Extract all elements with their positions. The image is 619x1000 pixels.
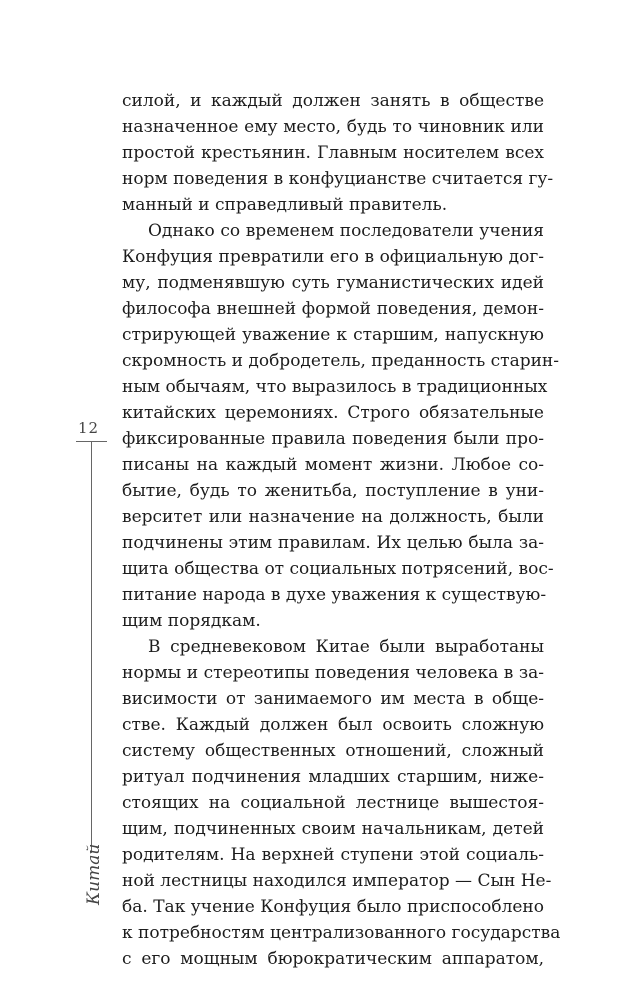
text-line: ным обычаям, что выразилось в традиционных xyxy=(122,377,548,397)
text-line: нормы и стереотипы поведения человека в за- xyxy=(122,663,544,683)
text-line: силой, и каждый должен занять в обществе xyxy=(122,91,544,111)
text-line: писаны на каждый момент жизни. Любое со- xyxy=(122,455,544,475)
text-line: стоящих на социальной лестнице вышестоя- xyxy=(122,793,544,813)
text-line: философа внешней формой поведения, демон- xyxy=(122,299,544,319)
text-line: бытие, будь то женитьба, поступление в уни- xyxy=(122,481,544,501)
text-line: висимости от занимаемого им места в обще- xyxy=(122,689,544,709)
text-line: фиксированные правила поведения были про- xyxy=(122,429,544,449)
text-line: с его мощным бюрократическим аппаратом, xyxy=(122,949,544,969)
text-line: В средневековом Китае были выработаны xyxy=(148,637,544,657)
text-line: простой крестьянин. Главным носителем всех xyxy=(122,143,544,163)
text-line: к потребностям централизованного государства xyxy=(122,923,561,943)
text-line: норм поведения в конфуцианстве считается гу- xyxy=(122,169,554,189)
text-line: Конфуция превратили его в официальную дог- xyxy=(122,247,544,267)
text-line: ритуал подчинения младших старшим, ниже- xyxy=(122,767,544,787)
text-line: ба. Так учение Конфуция было приспособлено xyxy=(122,897,544,917)
text-line: родителям. На верхней ступени этой социаль- xyxy=(122,845,544,865)
text-line: ной лестницы находился император — Сын Не- xyxy=(122,871,552,891)
running-head: Китай xyxy=(84,843,104,905)
text-line: щим порядкам. xyxy=(122,611,261,631)
text-line: питание народа в духе уважения к существую- xyxy=(122,585,547,605)
text-line: стрирующей уважение к старшим, напускную xyxy=(122,325,544,345)
text-line: китайских церемониях. Строго обязательные xyxy=(122,403,544,423)
text-line: щита общества от социальных потрясений, вос- xyxy=(122,559,554,579)
page-number: 12 xyxy=(78,419,100,437)
text-line: верситет или назначение на должность, были xyxy=(122,507,544,527)
text-line: подчинены этим правилам. Их целью была за- xyxy=(122,533,544,553)
text-line: скромность и добродетель, преданность старин- xyxy=(122,351,559,371)
text-line: му, подменявшую суть гуманистических идей xyxy=(122,273,544,293)
text-line: Однако со временем последователи учения xyxy=(148,221,544,241)
margin-rule-vertical xyxy=(91,441,92,853)
text-line: назначенное ему место, будь то чиновник или xyxy=(122,117,544,137)
text-line: манный и справедливый правитель. xyxy=(122,195,448,215)
text-line: щим, подчиненных своим начальникам, детей xyxy=(122,819,544,839)
text-line: стве. Каждый должен был освоить сложную xyxy=(122,715,544,735)
text-line: систему общественных отношений, сложный xyxy=(122,741,544,761)
